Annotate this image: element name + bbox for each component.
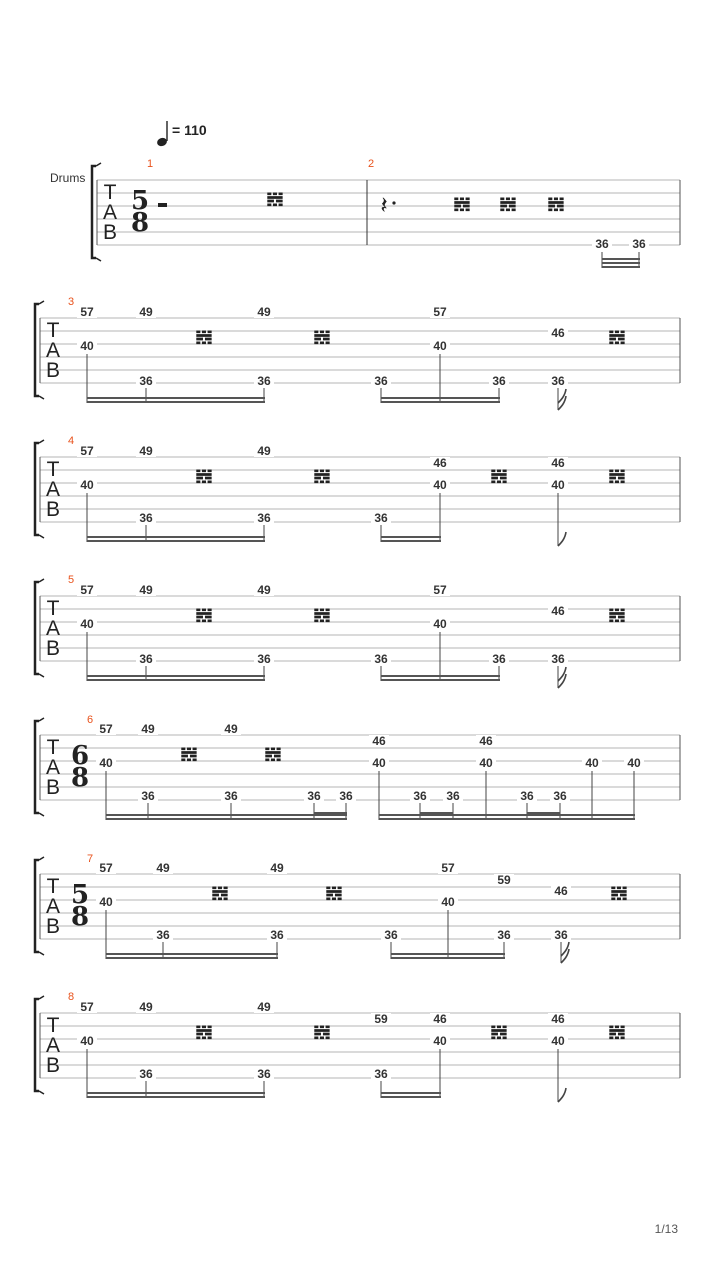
sixteenth-rest: 𝍁 <box>499 192 517 216</box>
sixteenth-rest: 𝍁 <box>313 1020 331 1044</box>
fret-number: 40 <box>433 1034 447 1048</box>
bar-number: 1 <box>147 158 154 170</box>
time-signature-denominator: 8 <box>70 763 90 793</box>
tab-clef-letter: A <box>45 339 61 362</box>
tab-clef-letter: T <box>46 319 60 342</box>
sixteenth-rest: 𝍁 <box>453 192 471 216</box>
fret-number: 36 <box>270 928 284 942</box>
fret-number: 57 <box>433 305 447 319</box>
fret-number: 46 <box>551 604 565 618</box>
note-beam <box>602 266 640 268</box>
bracket-hook <box>39 1091 44 1094</box>
system-bracket <box>35 443 39 535</box>
fret-number: 59 <box>374 1012 388 1026</box>
system-bracket <box>35 860 39 952</box>
bracket-hook <box>96 258 101 261</box>
fret-number: 36 <box>139 1067 153 1081</box>
fret-number: 57 <box>433 583 447 597</box>
bracket-hook <box>39 396 44 399</box>
bracket-hook <box>39 952 44 955</box>
bar-number: 7 <box>87 853 94 865</box>
fret-number: 36 <box>307 789 321 803</box>
sixteenth-rest: 𝍁 <box>195 325 213 349</box>
time-signature-numerator: 5 <box>130 186 150 216</box>
fret-number: 36 <box>632 237 646 251</box>
instrument-name: Drums <box>50 171 86 185</box>
note-beam <box>602 262 640 264</box>
tab-clef-letter: A <box>102 201 118 224</box>
tab-clef-letter: T <box>46 1014 60 1037</box>
note-beam <box>391 953 505 955</box>
fret-number: 36 <box>141 789 155 803</box>
fret-number: 46 <box>554 884 568 898</box>
note-beam <box>87 536 265 538</box>
bar-number: 3 <box>68 296 75 308</box>
rest-dot <box>392 201 395 204</box>
fret-number: 36 <box>139 652 153 666</box>
fret-number: 49 <box>257 583 271 597</box>
fret-number: 57 <box>99 722 113 736</box>
bracket-hook <box>39 440 44 443</box>
bracket-hook <box>39 718 44 721</box>
fret-number: 36 <box>446 789 460 803</box>
time-signature-denominator: 8 <box>130 208 150 238</box>
sixteenth-rest: 𝍁 <box>313 464 331 488</box>
note-beam <box>87 679 265 681</box>
fret-number: 57 <box>80 583 94 597</box>
sixteenth-rest: 𝍁 <box>608 603 626 627</box>
tab-clef-letter: A <box>45 756 61 779</box>
fret-number: 36 <box>257 652 271 666</box>
sixteenth-rest: 𝍁 <box>490 464 508 488</box>
fret-number: 36 <box>257 511 271 525</box>
fret-number: 36 <box>374 374 388 388</box>
tab-clef-letter: B <box>45 359 61 382</box>
fret-number: 46 <box>433 456 447 470</box>
note-beam <box>381 401 500 403</box>
note-beam <box>527 812 560 814</box>
bracket-hook <box>39 996 44 999</box>
sixteenth-rest: 𝍁 <box>608 464 626 488</box>
tab-clef-letter: B <box>45 1054 61 1077</box>
note-flag <box>558 1088 566 1102</box>
system-bracket <box>92 166 96 258</box>
fret-number: 36 <box>384 928 398 942</box>
note-flag <box>558 532 566 546</box>
fret-number: 36 <box>553 789 567 803</box>
fret-number: 36 <box>224 789 238 803</box>
note-beam <box>106 814 347 816</box>
fret-number: 36 <box>139 511 153 525</box>
fret-number: 49 <box>139 444 153 458</box>
sixteenth-rest: 𝍁 <box>180 742 198 766</box>
page-indicator: 1/13 <box>654 1222 678 1236</box>
sixteenth-rest: 𝍁 <box>264 742 282 766</box>
fret-number: 46 <box>551 456 565 470</box>
tempo-marking: = 110 <box>172 122 207 138</box>
note-beam <box>87 1092 265 1094</box>
bracket-hook <box>96 163 101 166</box>
fret-number: 49 <box>139 1000 153 1014</box>
fret-number: 36 <box>554 928 568 942</box>
time-signature-numerator: 5 <box>70 880 90 910</box>
note-beam <box>106 953 278 955</box>
bar-number: 6 <box>87 714 94 726</box>
bar-number: 8 <box>68 991 75 1003</box>
fret-number: 40 <box>585 756 599 770</box>
fret-number: 40 <box>99 756 113 770</box>
fret-number: 36 <box>595 237 609 251</box>
note-beam <box>106 818 347 820</box>
sixteenth-rest: 𝍁 <box>195 603 213 627</box>
system-bracket <box>35 582 39 674</box>
note-beam <box>314 812 347 814</box>
bracket-hook <box>39 535 44 538</box>
note-beam <box>381 679 500 681</box>
fret-number: 36 <box>551 374 565 388</box>
fret-number: 57 <box>441 861 455 875</box>
fret-number: 57 <box>80 444 94 458</box>
fret-number: 40 <box>80 339 94 353</box>
fret-number: 40 <box>80 617 94 631</box>
tab-clef-letter: T <box>46 875 60 898</box>
fret-number: 49 <box>139 305 153 319</box>
bracket-hook <box>39 813 44 816</box>
fret-number: 36 <box>374 1067 388 1081</box>
sixteenth-rest: 𝍁 <box>313 325 331 349</box>
fret-number: 40 <box>99 895 113 909</box>
note-beam <box>106 957 278 959</box>
fret-number: 46 <box>551 326 565 340</box>
fret-number: 46 <box>551 1012 565 1026</box>
note-beam <box>391 957 505 959</box>
fret-number: 49 <box>257 1000 271 1014</box>
tab-clef-letter: T <box>46 597 60 620</box>
system-bracket <box>35 304 39 396</box>
note-beam <box>379 814 635 816</box>
tab-clef-letter: B <box>45 637 61 660</box>
bar-number: 4 <box>68 435 75 447</box>
fret-number: 36 <box>492 374 506 388</box>
tab-clef-letter: A <box>45 1034 61 1057</box>
fret-number: 36 <box>492 652 506 666</box>
fret-number: 59 <box>497 873 511 887</box>
fret-number: 36 <box>257 374 271 388</box>
system-bracket <box>35 721 39 813</box>
note-beam <box>379 818 635 820</box>
fret-number: 49 <box>224 722 238 736</box>
fret-number: 36 <box>139 374 153 388</box>
fret-number: 57 <box>80 1000 94 1014</box>
bracket-hook <box>39 301 44 304</box>
fret-number: 40 <box>551 1034 565 1048</box>
note-beam <box>87 397 265 399</box>
fret-number: 40 <box>80 1034 94 1048</box>
note-beam <box>87 675 265 677</box>
sixteenth-rest: 𝍁 <box>313 603 331 627</box>
fret-number: 49 <box>139 583 153 597</box>
fret-number: 40 <box>479 756 493 770</box>
time-signature-denominator: 8 <box>70 902 90 932</box>
fret-number: 40 <box>551 478 565 492</box>
half-rest <box>158 203 167 207</box>
fret-number: 36 <box>156 928 170 942</box>
fret-number: 40 <box>433 478 447 492</box>
sixteenth-rest: 𝍁 <box>547 192 565 216</box>
fret-number: 40 <box>433 339 447 353</box>
tab-clef-letter: A <box>45 478 61 501</box>
bar-number: 5 <box>68 574 75 586</box>
tab-clef-letter: B <box>45 915 61 938</box>
fret-number: 40 <box>441 895 455 909</box>
fret-number: 49 <box>257 305 271 319</box>
system-bracket <box>35 999 39 1091</box>
sixteenth-rest: 𝍁 <box>490 1020 508 1044</box>
fret-number: 46 <box>433 1012 447 1026</box>
tab-clef-letter: A <box>45 617 61 640</box>
fret-number: 40 <box>80 478 94 492</box>
time-signature-numerator: 6 <box>70 741 90 771</box>
fret-number: 36 <box>413 789 427 803</box>
fret-number: 36 <box>520 789 534 803</box>
tab-clef-letter: B <box>102 221 118 244</box>
note-beam <box>87 540 265 542</box>
quarter-note-icon <box>156 137 168 148</box>
sixteenth-rest: 𝍁 <box>608 1020 626 1044</box>
fret-number: 40 <box>372 756 386 770</box>
bracket-hook <box>39 579 44 582</box>
fret-number: 36 <box>339 789 353 803</box>
bracket-hook <box>39 857 44 860</box>
fret-number: 46 <box>479 734 493 748</box>
quarter-rest: 𝄽 <box>380 191 388 219</box>
fret-number: 36 <box>374 652 388 666</box>
fret-number: 36 <box>551 652 565 666</box>
tab-clef-letter: B <box>45 776 61 799</box>
sixteenth-rest: 𝍁 <box>610 881 628 905</box>
note-beam <box>381 1092 441 1094</box>
sixteenth-rest: 𝍁 <box>211 881 229 905</box>
tab-clef-letter: A <box>45 895 61 918</box>
sixteenth-rest: 𝍁 <box>195 1020 213 1044</box>
sixteenth-rest: 𝍁 <box>195 464 213 488</box>
fret-number: 57 <box>80 305 94 319</box>
bar-number: 2 <box>368 158 375 170</box>
sixteenth-rest: 𝍁 <box>608 325 626 349</box>
note-beam <box>381 397 500 399</box>
note-beam <box>87 1096 265 1098</box>
fret-number: 40 <box>627 756 641 770</box>
tab-clef-letter: B <box>45 498 61 521</box>
fret-number: 36 <box>374 511 388 525</box>
note-beam <box>87 401 265 403</box>
fret-number: 36 <box>257 1067 271 1081</box>
tab-clef-letter: T <box>103 181 117 204</box>
note-beam <box>381 540 441 542</box>
sixteenth-rest: 𝍁 <box>266 187 284 211</box>
note-beam <box>381 675 500 677</box>
fret-number: 49 <box>156 861 170 875</box>
note-beam <box>381 1096 441 1098</box>
fret-number: 40 <box>433 617 447 631</box>
fret-number: 46 <box>372 734 386 748</box>
bracket-hook <box>39 674 44 677</box>
note-beam <box>420 812 453 814</box>
fret-number: 49 <box>257 444 271 458</box>
note-beam <box>381 536 441 538</box>
tab-clef-letter: T <box>46 458 60 481</box>
fret-number: 49 <box>141 722 155 736</box>
fret-number: 36 <box>497 928 511 942</box>
note-beam <box>602 258 640 260</box>
fret-number: 49 <box>270 861 284 875</box>
sixteenth-rest: 𝍁 <box>325 881 343 905</box>
tab-clef-letter: T <box>46 736 60 759</box>
fret-number: 57 <box>99 861 113 875</box>
